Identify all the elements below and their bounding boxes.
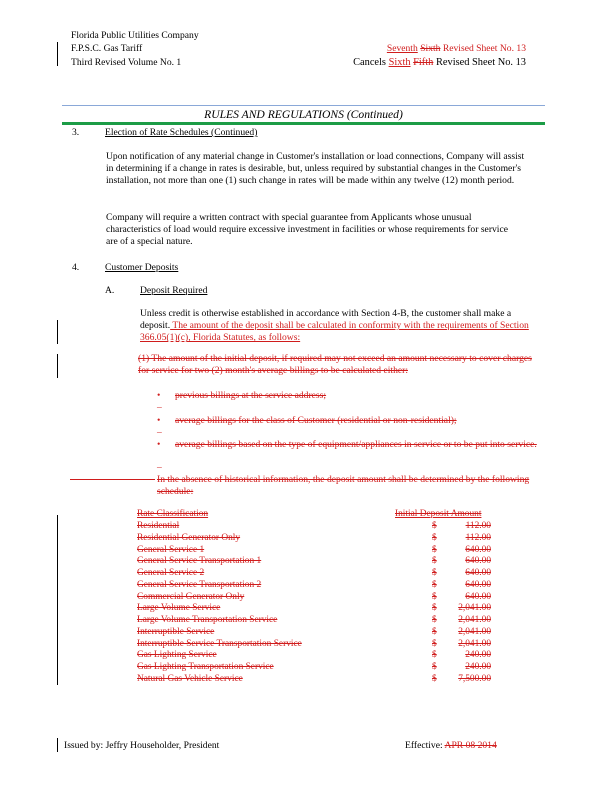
deposit-amount: 112.00 bbox=[465, 532, 491, 543]
currency-symbol: $ bbox=[432, 662, 437, 672]
section-3-para-1: Upon notification of any material change in Customer's installation or load connections, Company will assist in determining if a change in rates is desirable, but, unless required by substantial changes in the Customer's installation, not more than one (1) such change in rates will be made within any twelve (12) month period. bbox=[106, 151, 525, 187]
rate-classification: Natural Gas Vehicle Service bbox=[137, 673, 243, 684]
rate-classification: Residential bbox=[137, 521, 180, 531]
currency-symbol: $ bbox=[432, 626, 437, 637]
page-title: RULES AND REGULATIONS (Continued) bbox=[204, 108, 403, 121]
deposit-amount: 112.00 bbox=[465, 521, 491, 531]
cancels-prefix: Cancels bbox=[353, 57, 389, 68]
title-rule-bottom bbox=[62, 122, 545, 125]
currency-symbol: $ bbox=[432, 591, 437, 602]
deposit-amount: 640.00 bbox=[465, 579, 491, 590]
title-rule-top bbox=[62, 105, 545, 106]
rate-classification: Interruptible Service Transportation Service bbox=[137, 638, 302, 649]
sheet-number bbox=[387, 43, 526, 55]
deposit-amount: 640.00 bbox=[465, 544, 491, 555]
table-header-amount: Initial Deposit Amount bbox=[395, 509, 482, 519]
cancels-new-revision: Sixth bbox=[388, 57, 411, 68]
rate-classification: Large Volume Transportation Service bbox=[137, 615, 278, 625]
empty-marker: – bbox=[157, 427, 162, 438]
currency-symbol: $ bbox=[432, 603, 437, 614]
currency-symbol: $ bbox=[432, 532, 437, 543]
section-3-heading: Election of Rate Schedules (Continued) bbox=[105, 127, 258, 138]
currency-symbol: $ bbox=[432, 673, 437, 684]
deposit-amount: 640.00 bbox=[465, 591, 491, 602]
empty-marker: – bbox=[157, 402, 162, 413]
effective-label: Effective: bbox=[405, 740, 445, 751]
rate-classification: General Service Transportation 2 bbox=[137, 579, 262, 590]
deposit-amount: 640.00 bbox=[465, 556, 491, 567]
effective-date bbox=[405, 740, 497, 752]
currency-symbol: $ bbox=[432, 650, 437, 661]
deposit-amount: 2,041.00 bbox=[458, 638, 491, 649]
change-bar bbox=[57, 42, 58, 66]
deposit-amount: 2,041.00 bbox=[458, 615, 491, 625]
deposit-amount: 240.00 bbox=[465, 662, 491, 672]
bullet-dot: • bbox=[157, 390, 161, 401]
section-4-heading: Customer Deposits bbox=[105, 262, 179, 273]
section-4-number: 4. bbox=[72, 262, 80, 273]
cancels-old-revision: Fifth bbox=[413, 57, 434, 68]
rate-classification: Gas Lighting Transportation Service bbox=[137, 662, 274, 672]
deposit-text: Unless credit is otherwise established in accordance with Section 4-B, the customer shall make a deposit. bbox=[140, 308, 512, 332]
tariff-name: F.P.S.C. Gas Tariff bbox=[71, 43, 143, 54]
deleted-bullet-2: average billings for the class of Customer (residential or non-residential); bbox=[175, 415, 457, 426]
change-bar bbox=[57, 320, 58, 344]
cancels-suffix: Revised Sheet No. 13 bbox=[433, 57, 526, 68]
deposit-amount: 7,500.00 bbox=[458, 673, 491, 684]
rate-classification: Gas Lighting Service bbox=[137, 650, 217, 661]
currency-symbol: $ bbox=[432, 521, 437, 531]
bullet-dot: • bbox=[157, 439, 161, 450]
deleted-deposit-rule: (1) The amount of the initial deposit, if required may not exceed an amount necessary to cover charges for service for two (2) month's average billings to be calculated either: bbox=[138, 353, 532, 377]
deleted-bullet-1: previous billings at the service address; bbox=[175, 390, 327, 401]
effective-old-date: APR 08 2014 bbox=[444, 740, 497, 751]
deposit-amount: 2,041.00 bbox=[458, 603, 491, 614]
deleted-bullet-3: average billings based on the type of equipment/appliances in service or to be put into service. bbox=[175, 439, 537, 450]
tariff-volume: Third Revised Volume No. 1 bbox=[71, 57, 182, 68]
deposit-amount: 640.00 bbox=[465, 568, 491, 578]
rate-classification: General Service 2 bbox=[137, 568, 205, 578]
currency-symbol: $ bbox=[432, 638, 437, 649]
rate-classification: General Service 1 bbox=[137, 544, 205, 555]
issued-by: Issued by: Jeffry Householder, President bbox=[64, 740, 220, 751]
change-bar bbox=[57, 738, 58, 752]
table-header-classification: Rate Classification bbox=[137, 509, 209, 519]
change-bar bbox=[57, 515, 58, 685]
empty-marker: – bbox=[157, 462, 162, 473]
deleted-absence-text: In the absence of historical information, the deposit amount shall be determined by the following schedule: bbox=[157, 474, 530, 498]
rate-classification: Interruptible Service bbox=[137, 626, 215, 637]
rate-classification: Commercial Generator Only bbox=[137, 591, 245, 602]
rate-classification: Residential Generator Only bbox=[137, 532, 241, 543]
currency-symbol: $ bbox=[432, 544, 437, 555]
subsection-a-letter: A. bbox=[105, 285, 115, 296]
deposit-amount: 2,041.00 bbox=[458, 626, 491, 637]
currency-symbol: $ bbox=[432, 568, 437, 578]
currency-symbol: $ bbox=[432, 615, 437, 625]
company-name: Florida Public Utilities Company bbox=[71, 30, 199, 41]
deposit-inserted-text: The amount of the deposit shall be calculated in conformity with the requirements of Section 366.05(1)(c), Florida Statutes, as follows: bbox=[140, 320, 529, 344]
sheet-old-revision: Sixth bbox=[420, 43, 441, 54]
change-bar bbox=[57, 354, 58, 378]
deposit-paragraph bbox=[140, 308, 540, 345]
sheet-suffix: Revised Sheet No. 13 bbox=[440, 43, 526, 54]
sheet-new-revision: Seventh bbox=[386, 43, 418, 54]
deposit-amount: 240.00 bbox=[465, 650, 491, 661]
section-3-para-2: Company will require a written contract with special guarantee from Applicants whose unusual characteristics of load would require excessive investment in facilities or whose requirements for service are of a special nature. bbox=[106, 212, 508, 248]
deletion-line bbox=[70, 479, 155, 480]
section-3-number: 3. bbox=[72, 127, 80, 138]
currency-symbol: $ bbox=[432, 579, 437, 590]
currency-symbol: $ bbox=[432, 556, 437, 567]
bullet-dot: • bbox=[157, 415, 161, 426]
subsection-a-heading: Deposit Required bbox=[140, 285, 208, 296]
cancels-sheet bbox=[353, 56, 526, 69]
rate-classification: General Service Transportation 1 bbox=[137, 556, 262, 567]
rate-classification: Large Volume Service bbox=[137, 603, 221, 614]
